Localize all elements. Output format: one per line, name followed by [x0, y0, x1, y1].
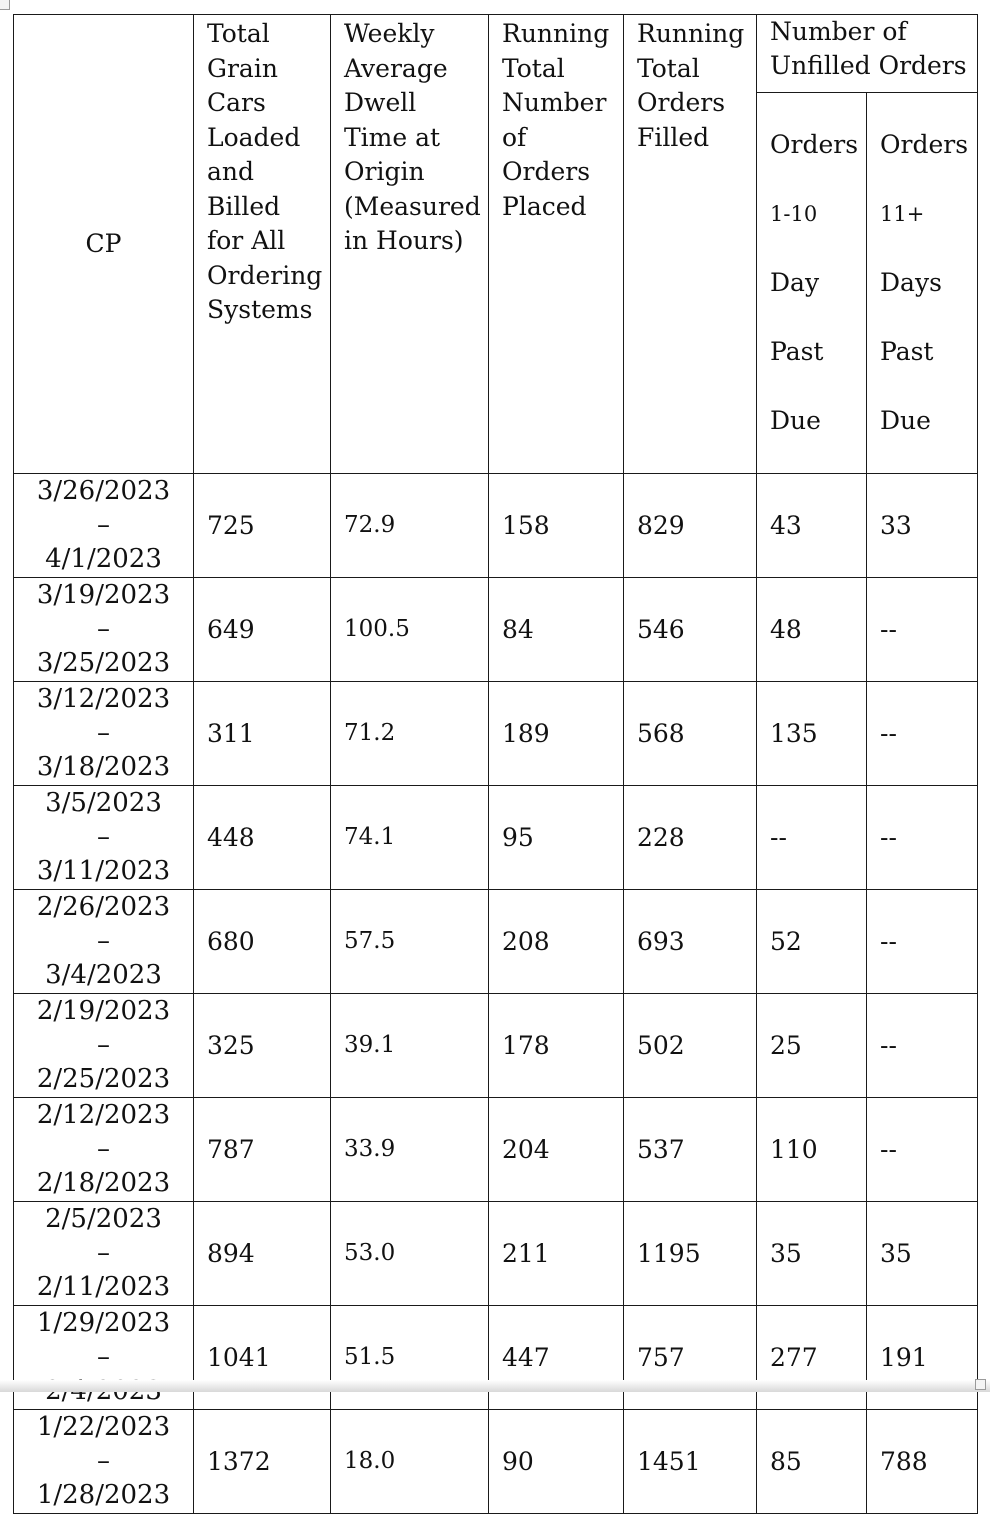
header-orders-11-plus-days: [867, 93, 978, 474]
header-dwell-time: Weekly Average Dwell Time at Origin (Measured in Hours): [331, 15, 489, 474]
table-row: [14, 1409, 978, 1513]
cell-orders-filled: 757: [624, 1305, 757, 1409]
header-unfilled-orders-group: Number of Unfilled Orders: [757, 15, 978, 93]
cell-cp-date-range: [14, 1201, 194, 1305]
cell-cp-date-range: [14, 1305, 194, 1409]
date-sep: –: [97, 1342, 110, 1372]
cell-orders-11-plus-days: 35: [867, 1201, 978, 1305]
cell-total-grain-cars: 725: [194, 473, 331, 577]
header-sub-line: Past: [770, 336, 824, 366]
date-sep: –: [97, 1134, 110, 1164]
cell-orders-11-plus-days: --: [867, 577, 978, 681]
cell-orders-placed: 158: [489, 473, 624, 577]
date-start: 2/12/2023: [36, 1100, 171, 1130]
cell-dwell-time: 74.1: [331, 785, 489, 889]
cell-orders-filled: 228: [624, 785, 757, 889]
table-row: [14, 993, 978, 1097]
header-sub-line: Days: [880, 267, 942, 297]
date-sep: –: [97, 614, 110, 644]
header-sub-line: Past: [880, 336, 934, 366]
cell-cp-date-range: [14, 681, 194, 785]
table-row: [14, 1201, 978, 1305]
cell-dwell-time: 18.0: [331, 1409, 489, 1513]
cell-orders-filled: 537: [624, 1097, 757, 1201]
date-end: 3/25/2023: [36, 648, 171, 678]
cell-cp-date-range: [14, 889, 194, 993]
date-start: 2/26/2023: [36, 892, 171, 922]
table-row: [14, 473, 978, 577]
cell-orders-placed: 189: [489, 681, 624, 785]
date-start: 1/22/2023: [36, 1412, 171, 1442]
cell-total-grain-cars: 325: [194, 993, 331, 1097]
cell-orders-placed: 447: [489, 1305, 624, 1409]
cell-orders-placed: 211: [489, 1201, 624, 1305]
cell-orders-11-plus-days: --: [867, 889, 978, 993]
header-cp: CP: [14, 15, 194, 474]
cell-dwell-time: 72.9: [331, 473, 489, 577]
date-sep: –: [97, 926, 110, 956]
cell-total-grain-cars: 1372: [194, 1409, 331, 1513]
cell-orders-11-plus-days: --: [867, 681, 978, 785]
cell-orders-1-10-days: 52: [757, 889, 867, 993]
cell-orders-11-plus-days: 788: [867, 1409, 978, 1513]
cell-total-grain-cars: 787: [194, 1097, 331, 1201]
cell-orders-1-10-days: 277: [757, 1305, 867, 1409]
cell-dwell-time: 57.5: [331, 889, 489, 993]
table-row: [14, 785, 978, 889]
header-orders-1-10-days: [757, 93, 867, 474]
cell-orders-1-10-days: 110: [757, 1097, 867, 1201]
header-orders-filled: Running Total Orders Filled: [624, 15, 757, 474]
header-sub-line: Due: [880, 405, 931, 435]
cell-orders-1-10-days: 135: [757, 681, 867, 785]
cell-orders-1-10-days: 43: [757, 473, 867, 577]
cell-orders-filled: 568: [624, 681, 757, 785]
date-end: 3/11/2023: [36, 856, 171, 886]
date-sep: –: [97, 510, 110, 540]
cell-orders-placed: 204: [489, 1097, 624, 1201]
cell-orders-placed: 95: [489, 785, 624, 889]
date-start: 3/12/2023: [36, 684, 171, 714]
date-start: 3/19/2023: [36, 580, 171, 610]
cell-orders-placed: 90: [489, 1409, 624, 1513]
date-start: 1/29/2023: [36, 1308, 171, 1338]
cell-orders-1-10-days: 48: [757, 577, 867, 681]
cell-total-grain-cars: 894: [194, 1201, 331, 1305]
date-end: 4/1/2023: [45, 544, 162, 574]
header-sub-line: Day: [770, 267, 820, 297]
header-sub-line: Orders: [880, 129, 969, 159]
table-row: [14, 1097, 978, 1201]
cell-dwell-time: 71.2: [331, 681, 489, 785]
cell-orders-filled: 1451: [624, 1409, 757, 1513]
grain-car-table: [13, 14, 978, 1514]
header-sub-line: Due: [770, 405, 821, 435]
cell-orders-11-plus-days: --: [867, 785, 978, 889]
header-sub-line: 11+: [880, 201, 925, 226]
cell-orders-1-10-days: 85: [757, 1409, 867, 1513]
cell-cp-date-range: [14, 473, 194, 577]
cell-orders-placed: 208: [489, 889, 624, 993]
date-end: 1/28/2023: [36, 1480, 171, 1510]
cell-cp-date-range: [14, 1097, 194, 1201]
cell-dwell-time: 100.5: [331, 577, 489, 681]
date-start: 3/5/2023: [45, 788, 162, 818]
date-end: 2/18/2023: [36, 1168, 171, 1198]
cell-orders-11-plus-days: --: [867, 993, 978, 1097]
table-body: [14, 473, 978, 1513]
date-start: 2/5/2023: [45, 1204, 162, 1234]
cell-orders-filled: 1195: [624, 1201, 757, 1305]
cell-orders-1-10-days: 25: [757, 993, 867, 1097]
cell-orders-1-10-days: 35: [757, 1201, 867, 1305]
cell-orders-filled: 546: [624, 577, 757, 681]
cell-cp-date-range: [14, 785, 194, 889]
resize-handle[interactable]: [975, 1379, 986, 1390]
cell-cp-date-range: [14, 993, 194, 1097]
table-header: [14, 15, 978, 474]
cell-total-grain-cars: 311: [194, 681, 331, 785]
header-orders-placed: Running Total Number of Orders Placed: [489, 15, 624, 474]
date-start: 2/19/2023: [36, 996, 171, 1026]
cell-cp-date-range: [14, 1409, 194, 1513]
cell-orders-11-plus-days: --: [867, 1097, 978, 1201]
cell-orders-placed: 178: [489, 993, 624, 1097]
date-sep: –: [97, 1446, 110, 1476]
cell-orders-11-plus-days: 33: [867, 473, 978, 577]
cell-cp-date-range: [14, 577, 194, 681]
table-row: [14, 889, 978, 993]
table-row: [14, 681, 978, 785]
window-corner-marker: [0, 0, 10, 10]
cell-total-grain-cars: 680: [194, 889, 331, 993]
cell-orders-filled: 829: [624, 473, 757, 577]
cell-orders-11-plus-days: 191: [867, 1305, 978, 1409]
cell-dwell-time: 39.1: [331, 993, 489, 1097]
cell-total-grain-cars: 1041: [194, 1305, 331, 1409]
cell-total-grain-cars: 448: [194, 785, 331, 889]
cell-dwell-time: 53.0: [331, 1201, 489, 1305]
date-sep: –: [97, 1030, 110, 1060]
header-sub-line: Orders: [770, 129, 859, 159]
date-end: 2/25/2023: [36, 1064, 171, 1094]
cell-dwell-time: 33.9: [331, 1097, 489, 1201]
table-row: [14, 577, 978, 681]
date-end: 3/4/2023: [45, 960, 162, 990]
date-sep: –: [97, 822, 110, 852]
date-sep: –: [97, 1238, 110, 1268]
bottom-scroll-shade: [0, 1380, 990, 1392]
date-sep: –: [97, 718, 110, 748]
cell-total-grain-cars: 649: [194, 577, 331, 681]
header-sub-line: 1-10: [770, 201, 818, 226]
cell-orders-filled: 502: [624, 993, 757, 1097]
cell-orders-filled: 693: [624, 889, 757, 993]
cell-dwell-time: 51.5: [331, 1305, 489, 1409]
header-total-grain-cars: Total Grain Cars Loaded and Billed for All Ordering Systems: [194, 15, 331, 474]
cell-orders-1-10-days: --: [757, 785, 867, 889]
date-end: 2/11/2023: [36, 1272, 171, 1302]
table-row: [14, 1305, 978, 1409]
date-end: 3/18/2023: [36, 752, 171, 782]
cell-orders-placed: 84: [489, 577, 624, 681]
date-start: 3/26/2023: [36, 476, 171, 506]
